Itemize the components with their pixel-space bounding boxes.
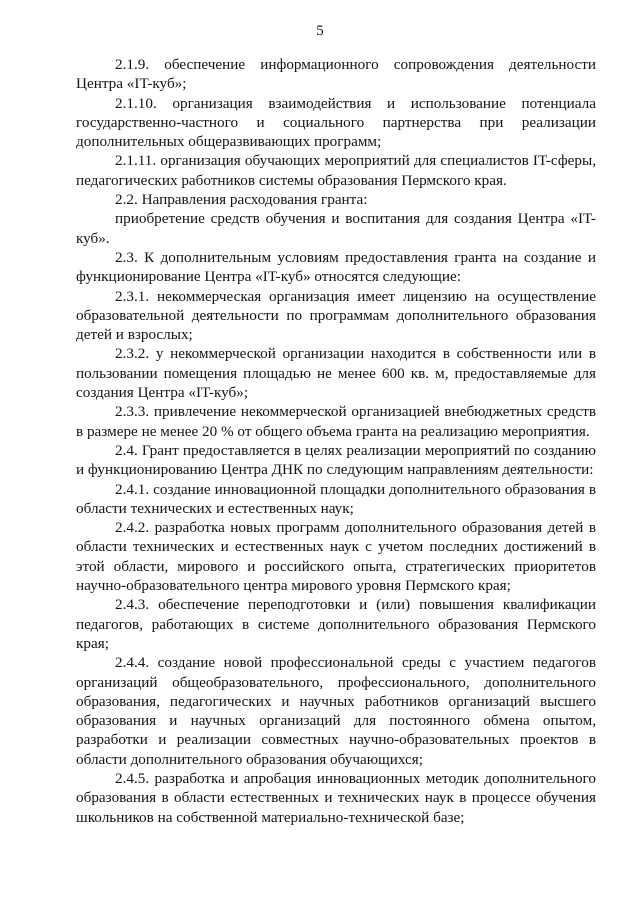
paragraph-2-2: 2.2. Направления расходования гранта: — [115, 191, 368, 209]
paragraph-2-1-11: 2.1.11. организация обучающих мероприятий для специалистов IT-сферы, педагогических работников системы образования Пермского края. — [76, 152, 596, 189]
page-number: 5 — [316, 23, 324, 39]
paragraph-2-1-9: 2.1.9. обеспечение информационного сопровождения деятельности Центра «IT-куб»; — [76, 56, 596, 93]
paragraph-2-4-2: 2.4.2. разработка новых программ дополнительного образования детей в области технических и естественных наук с учетом последних достижений в этой области, мирового и российского опыта, стратегических приоритетов научно-образовательного центра мирового уровня Пермского края; — [76, 519, 596, 595]
document-body — [76, 55, 596, 827]
paragraph-2-1-10: 2.1.10. организация взаимодействия и использование потенциала государственно-частного и социального партнерства при реализации дополнительных общеразвивающих программ; — [76, 94, 596, 151]
paragraph-2-4-3: 2.4.3. обеспечение переподготовки и (или) повышения квалификации педагогов, работающих в системе дополнительного образования Пермского края; — [76, 596, 596, 652]
paragraph-2-3: 2.3. К дополнительным условиям предоставления гранта на создание и функционирование Центра «IT-куб» относятся следующие: — [76, 248, 596, 286]
paragraph-2-4-1: 2.4.1. создание инновационной площадки дополнительного образования в области технических и естественных наук; — [76, 480, 596, 517]
paragraph-2-4-4: 2.4.4. создание новой профессиональной среды с участием педагогов организаций общеобразовательного, профессионального, дополнительного образования, педагогических и научных работников организаций высшего образования и научных организаций для постоянного обмена опытом, разработки и реализации совместных научно-образовательных проектов в области дополнительного образования обучающихся; — [76, 654, 596, 768]
paragraph-2-3-2: 2.3.2. у некоммерческой организации находится в собственности или в пользовании помещения площадью не менее 600 кв. м, предоставляемые для создания Центра «IT-куб»; — [76, 345, 596, 402]
paragraph-2-2-item: приобретение средств обучения и воспитания для создания Центра «IT-куб». — [76, 210, 596, 247]
paragraph-2-4: 2.4. Грант предоставляется в целях реализации мероприятий по созданию и функционированию Центра ДНК по следующим направлениям деятельности: — [76, 441, 596, 479]
paragraph-2-3-3: 2.3.3. привлечение некоммерческой организацией внебюджетных средств в размере не менее 20 % от общего объема гранта на реализацию мероприятия. — [76, 403, 596, 440]
paragraph-2-3-1: 2.3.1. некоммерческая организация имеет лицензию на осуществление образовательной деятельности по программам дополнительного образования детей и взрослых; — [76, 287, 596, 344]
paragraph-2-4-5: 2.4.5. разработка и апробация инновационных методик дополнительного образования в области естественных и технических наук в процессе обучения школьников на собственной материально-технической базе; — [76, 769, 596, 826]
